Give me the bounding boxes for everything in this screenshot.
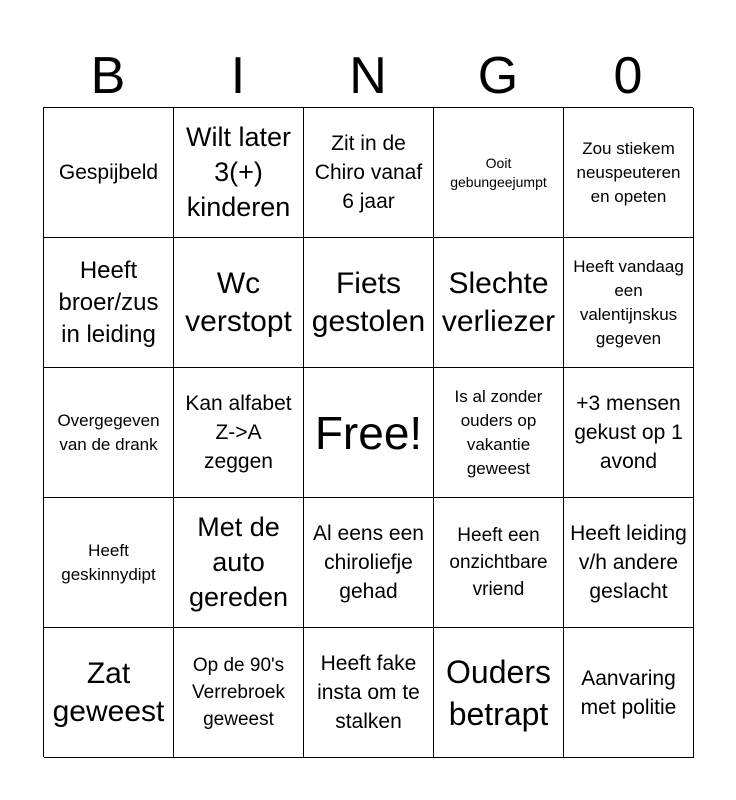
- bingo-cell-r1-c3[interactable]: [304, 108, 434, 238]
- cell-text: Zou stiekem neuspeuteren en opeten: [576, 138, 681, 206]
- bingo-cell-r2-c2[interactable]: [174, 238, 304, 368]
- bingo-cell-r3-c5[interactable]: [564, 368, 694, 498]
- bingo-cell-r4-c1[interactable]: [44, 498, 174, 628]
- header-letter-g: G: [477, 47, 519, 105]
- bingo-cell-r2-c3[interactable]: [304, 238, 434, 368]
- header-letter-i: I: [230, 47, 246, 105]
- bingo-cell-r3-c4[interactable]: [434, 368, 564, 498]
- bingo-cell-free[interactable]: [304, 368, 434, 498]
- bingo-cell-r5-c2[interactable]: [174, 628, 304, 758]
- cell-text: Op de 90's Verrebroek geweest: [192, 655, 285, 730]
- bingo-cell-r1-c4[interactable]: [434, 108, 564, 238]
- cell-text: Al eens een chiroliefje gehad: [313, 522, 424, 603]
- bingo-cell-r1-c1[interactable]: [44, 108, 174, 238]
- cell-text: Heeft fake insta om te stalken: [317, 652, 420, 733]
- cell-text: Kan alfabet Z->A zeggen: [185, 392, 292, 473]
- cell-text: Wilt later 3(+) kinderen: [185, 122, 291, 222]
- bingo-cell-r3-c1[interactable]: [44, 368, 174, 498]
- cell-text: Slechte verliezer: [441, 266, 556, 338]
- bingo-cell-r5-c4[interactable]: [434, 628, 564, 758]
- cell-text: Gespijbeld: [58, 161, 159, 184]
- cell-text: Heeft vandaag een valentijnskus gegeven: [573, 256, 684, 348]
- bingo-cell-r4-c4[interactable]: [434, 498, 564, 628]
- cell-text: Wc verstopt: [185, 266, 292, 338]
- cell-text: Aanvaring met politie: [580, 666, 677, 719]
- bingo-header: [43, 44, 693, 108]
- header-letter-n: N: [349, 47, 387, 105]
- cell-text: Heeft een onzichtbare vriend: [449, 525, 548, 600]
- free-space-label: Free!: [314, 406, 423, 459]
- bingo-cell-r5-c1[interactable]: [44, 628, 174, 758]
- cell-text: Fiets gestolen: [311, 266, 426, 338]
- bingo-grid: [43, 107, 693, 757]
- header-letter-b: B: [90, 47, 126, 105]
- cell-text: Ouders betrapt: [446, 653, 551, 732]
- bingo-cell-r1-c5[interactable]: [564, 108, 694, 238]
- cell-text: Ooit gebungeejumpt: [450, 154, 547, 190]
- header-letter-o: 0: [613, 47, 643, 105]
- bingo-cell-r4-c2[interactable]: [174, 498, 304, 628]
- bingo-cell-r3-c2[interactable]: [174, 368, 304, 498]
- bingo-cell-r5-c3[interactable]: [304, 628, 434, 758]
- bingo-cell-r4-c3[interactable]: [304, 498, 434, 628]
- bingo-cell-r2-c1[interactable]: [44, 238, 174, 368]
- cell-text: Heeft leiding v/h andere geslacht: [570, 522, 687, 603]
- bingo-cell-r5-c5[interactable]: [564, 628, 694, 758]
- bingo-cell-r2-c5[interactable]: [564, 238, 694, 368]
- cell-text: Overgegeven van de drank: [57, 410, 160, 454]
- bingo-cell-r4-c5[interactable]: [564, 498, 694, 628]
- cell-text: Is al zonder ouders op vakantie geweest: [454, 386, 543, 478]
- cell-text: Zit in de Chiro vanaf 6 jaar: [314, 132, 423, 213]
- cell-text: Heeft geskinnydipt: [61, 540, 156, 584]
- bingo-cell-r2-c4[interactable]: [434, 238, 564, 368]
- cell-text: +3 mensen gekust op 1 avond: [574, 392, 683, 473]
- cell-text: Zat geweest: [52, 656, 165, 728]
- bingo-cell-r1-c2[interactable]: [174, 108, 304, 238]
- cell-text: Met de auto gereden: [188, 512, 289, 612]
- cell-text: Heeft broer/zus in leiding: [58, 256, 159, 348]
